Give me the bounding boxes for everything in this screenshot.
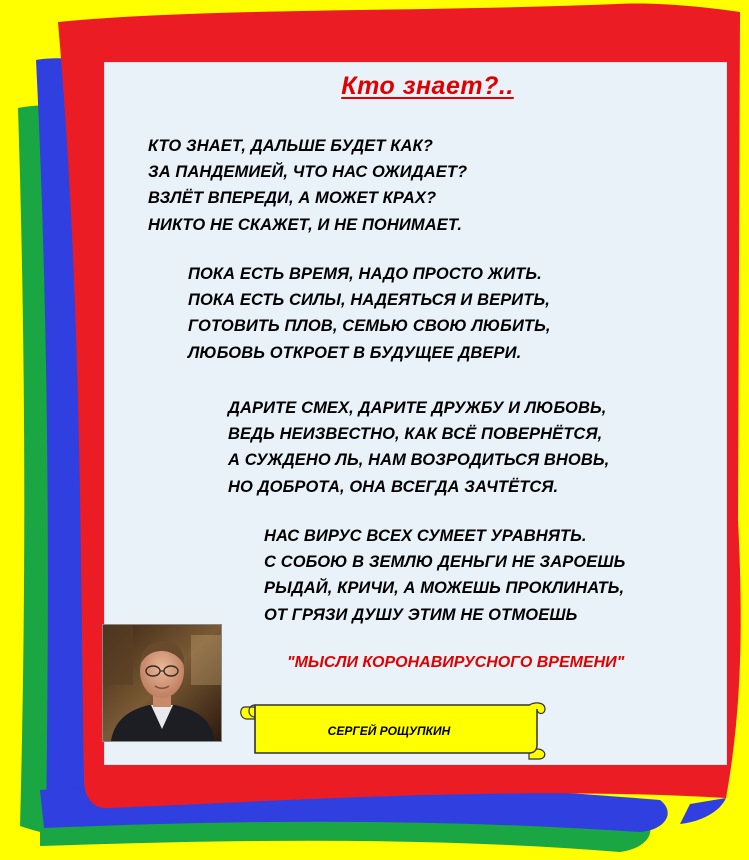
- stanza-2: [188, 261, 551, 366]
- stanza-line: С СОБОЮ В ЗЕМЛЮ ДЕНЬГИ НЕ ЗАРОЕШЬ: [264, 553, 626, 572]
- stanza-line: ВЕДЬ НЕИЗВЕСТНО, КАК ВСЁ ПОВЕРНЁТСЯ,: [228, 425, 603, 444]
- stanza-4: [264, 523, 625, 628]
- stanza-line: ДАРИТЕ СМЕХ, ДАРИТЕ ДРУЖБУ И ЛЮБОВЬ,: [228, 399, 607, 417]
- stanza-line: А СУЖДЕНО ЛЬ, НАМ ВОЗРОДИТЬСЯ ВНОВЬ,: [228, 451, 610, 470]
- stanza-line: ОТ ГРЯЗИ ДУШУ ЭТИМ НЕ ОТМОЕШЬ: [264, 605, 578, 624]
- stanza-1: [148, 133, 467, 238]
- stanza-line: НО ДОБРОТА, ОНА ВСЕГДА ЗАЧТЁТСЯ.: [228, 477, 559, 496]
- stanza-line: РЫДАЙ, КРИЧИ, А МОЖЕШЬ ПРОКЛИНАТЬ,: [264, 579, 625, 598]
- stanza-line: НИКТО НЕ СКАЖЕТ, И НЕ ПОНИМАЕТ.: [148, 215, 463, 234]
- stanza-line: ЛЮБОВЬ ОТКРОЕТ В БУДУЩЕЕ ДВЕРИ.: [188, 343, 522, 362]
- stanza-line: ПОКА ЕСТЬ ВРЕМЯ, НАДО ПРОСТО ЖИТЬ.: [188, 265, 542, 283]
- stanza-line: ЗА ПАНДЕМИЕЙ, ЧТО НАС ОЖИДАЕТ?: [148, 163, 468, 182]
- stanza-3: [228, 395, 609, 500]
- stanza-line: ВЗЛЁТ ВПЕРЕДИ, А МОЖЕТ КРАХ?: [148, 189, 437, 208]
- stanza-line: ГОТОВИТЬ ПЛОВ, СЕМЬЮ СВОЮ ЛЮБИТЬ,: [188, 317, 551, 336]
- stanza-line: НАС ВИРУС ВСЕХ СУМЕЕТ УРАВНЯТЬ.: [264, 527, 587, 545]
- stanza-line: ПОКА ЕСТЬ СИЛЫ, НАДЕЯТЬСЯ И ВЕРИТЬ,: [188, 291, 550, 310]
- author-portrait-image: [103, 625, 221, 741]
- stanza-line: КТО ЗНАЕТ, ДАЛЬШЕ БУДЕТ КАК?: [148, 137, 433, 155]
- author-photo: [102, 624, 222, 742]
- poem-title: Кто знает?..: [341, 72, 514, 100]
- collection-title: "МЫСЛИ КОРОНАВИРУСНОГО ВРЕМЕНИ": [287, 654, 625, 671]
- author-name: СЕРГЕЙ РОЩУПКИН: [327, 724, 451, 738]
